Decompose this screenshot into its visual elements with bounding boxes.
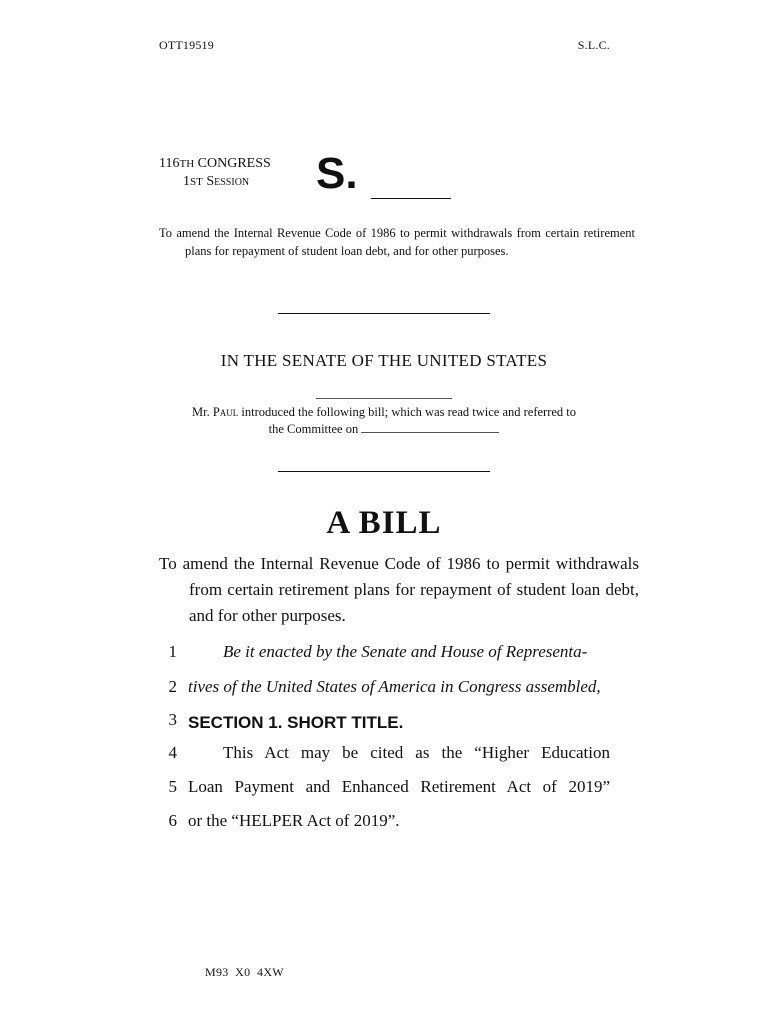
session-word: Session bbox=[206, 174, 250, 189]
bill-line bbox=[0, 777, 768, 811]
purpose-long: To amend the Internal Revenue Code of 1986 to permit withdrawals from certain retirement plans for repayment of student loan debt, and for other purposes. bbox=[159, 554, 639, 625]
section-heading: SECTION 1. SHORT TITLE. bbox=[188, 713, 404, 732]
divider-rule-top bbox=[278, 313, 490, 314]
bill-title: A BILL bbox=[326, 505, 442, 541]
introduction-statement bbox=[159, 404, 609, 438]
enacting-clause-line: tives of the United States of America in Congress assembled, bbox=[188, 677, 601, 696]
line-number: 2 bbox=[168, 677, 177, 696]
congress-line bbox=[159, 155, 271, 173]
introduction-line-2 bbox=[159, 421, 609, 438]
sponsor-title: Mr. bbox=[191, 405, 210, 419]
session-line bbox=[159, 173, 271, 191]
bill-line bbox=[0, 710, 768, 744]
congress-number-suffix: TH bbox=[179, 158, 195, 170]
divider-rule-bottom bbox=[278, 471, 490, 472]
line-number: 3 bbox=[168, 710, 177, 729]
divider-thin bbox=[316, 398, 452, 399]
line-number: 6 bbox=[168, 811, 177, 830]
document-id: OTT19519 bbox=[159, 38, 214, 52]
committee-label: the Committee on bbox=[268, 422, 359, 436]
slc-label: S.L.C. bbox=[577, 38, 610, 52]
bill-number-prefix: S. bbox=[316, 149, 358, 198]
footer-code: M93 X0 4XW bbox=[205, 965, 284, 979]
session-number: 1 bbox=[183, 174, 190, 189]
senate-heading: IN THE SENATE OF THE UNITED STATES bbox=[220, 351, 548, 370]
congress-session-block bbox=[159, 155, 271, 191]
line-number: 1 bbox=[168, 642, 177, 661]
line-number: 4 bbox=[168, 743, 177, 762]
introduction-line-1 bbox=[159, 404, 609, 421]
section-text-line: Loan Payment and Enhanced Retirement Act of 2019” bbox=[188, 777, 610, 796]
session-number-suffix: ST bbox=[190, 176, 203, 188]
bill-line bbox=[0, 743, 768, 777]
section-text-line: This Act may be cited as the “Higher Education bbox=[223, 743, 610, 762]
bill-line bbox=[0, 677, 768, 711]
congress-number: 116 bbox=[159, 156, 180, 171]
sponsor-name: Paul bbox=[212, 405, 239, 419]
section-text-line: or the “HELPER Act of 2019”. bbox=[188, 811, 400, 830]
line-number: 5 bbox=[168, 777, 177, 796]
committee-blank bbox=[361, 421, 499, 433]
bill-line bbox=[0, 811, 768, 845]
enacting-clause-line: Be it enacted by the Senate and House of Representa- bbox=[223, 642, 588, 661]
introduction-text: introduced the following bill; which was read twice and referred to bbox=[241, 405, 577, 419]
bill-line bbox=[0, 642, 768, 676]
bill-number-blank bbox=[371, 198, 451, 199]
congress-word: CONGRESS bbox=[197, 156, 271, 171]
purpose-summary: To amend the Internal Revenue Code of 1986 to permit withdrawals from certain retirement plans for repayment of student loan debt, and for other purposes. bbox=[159, 226, 635, 258]
